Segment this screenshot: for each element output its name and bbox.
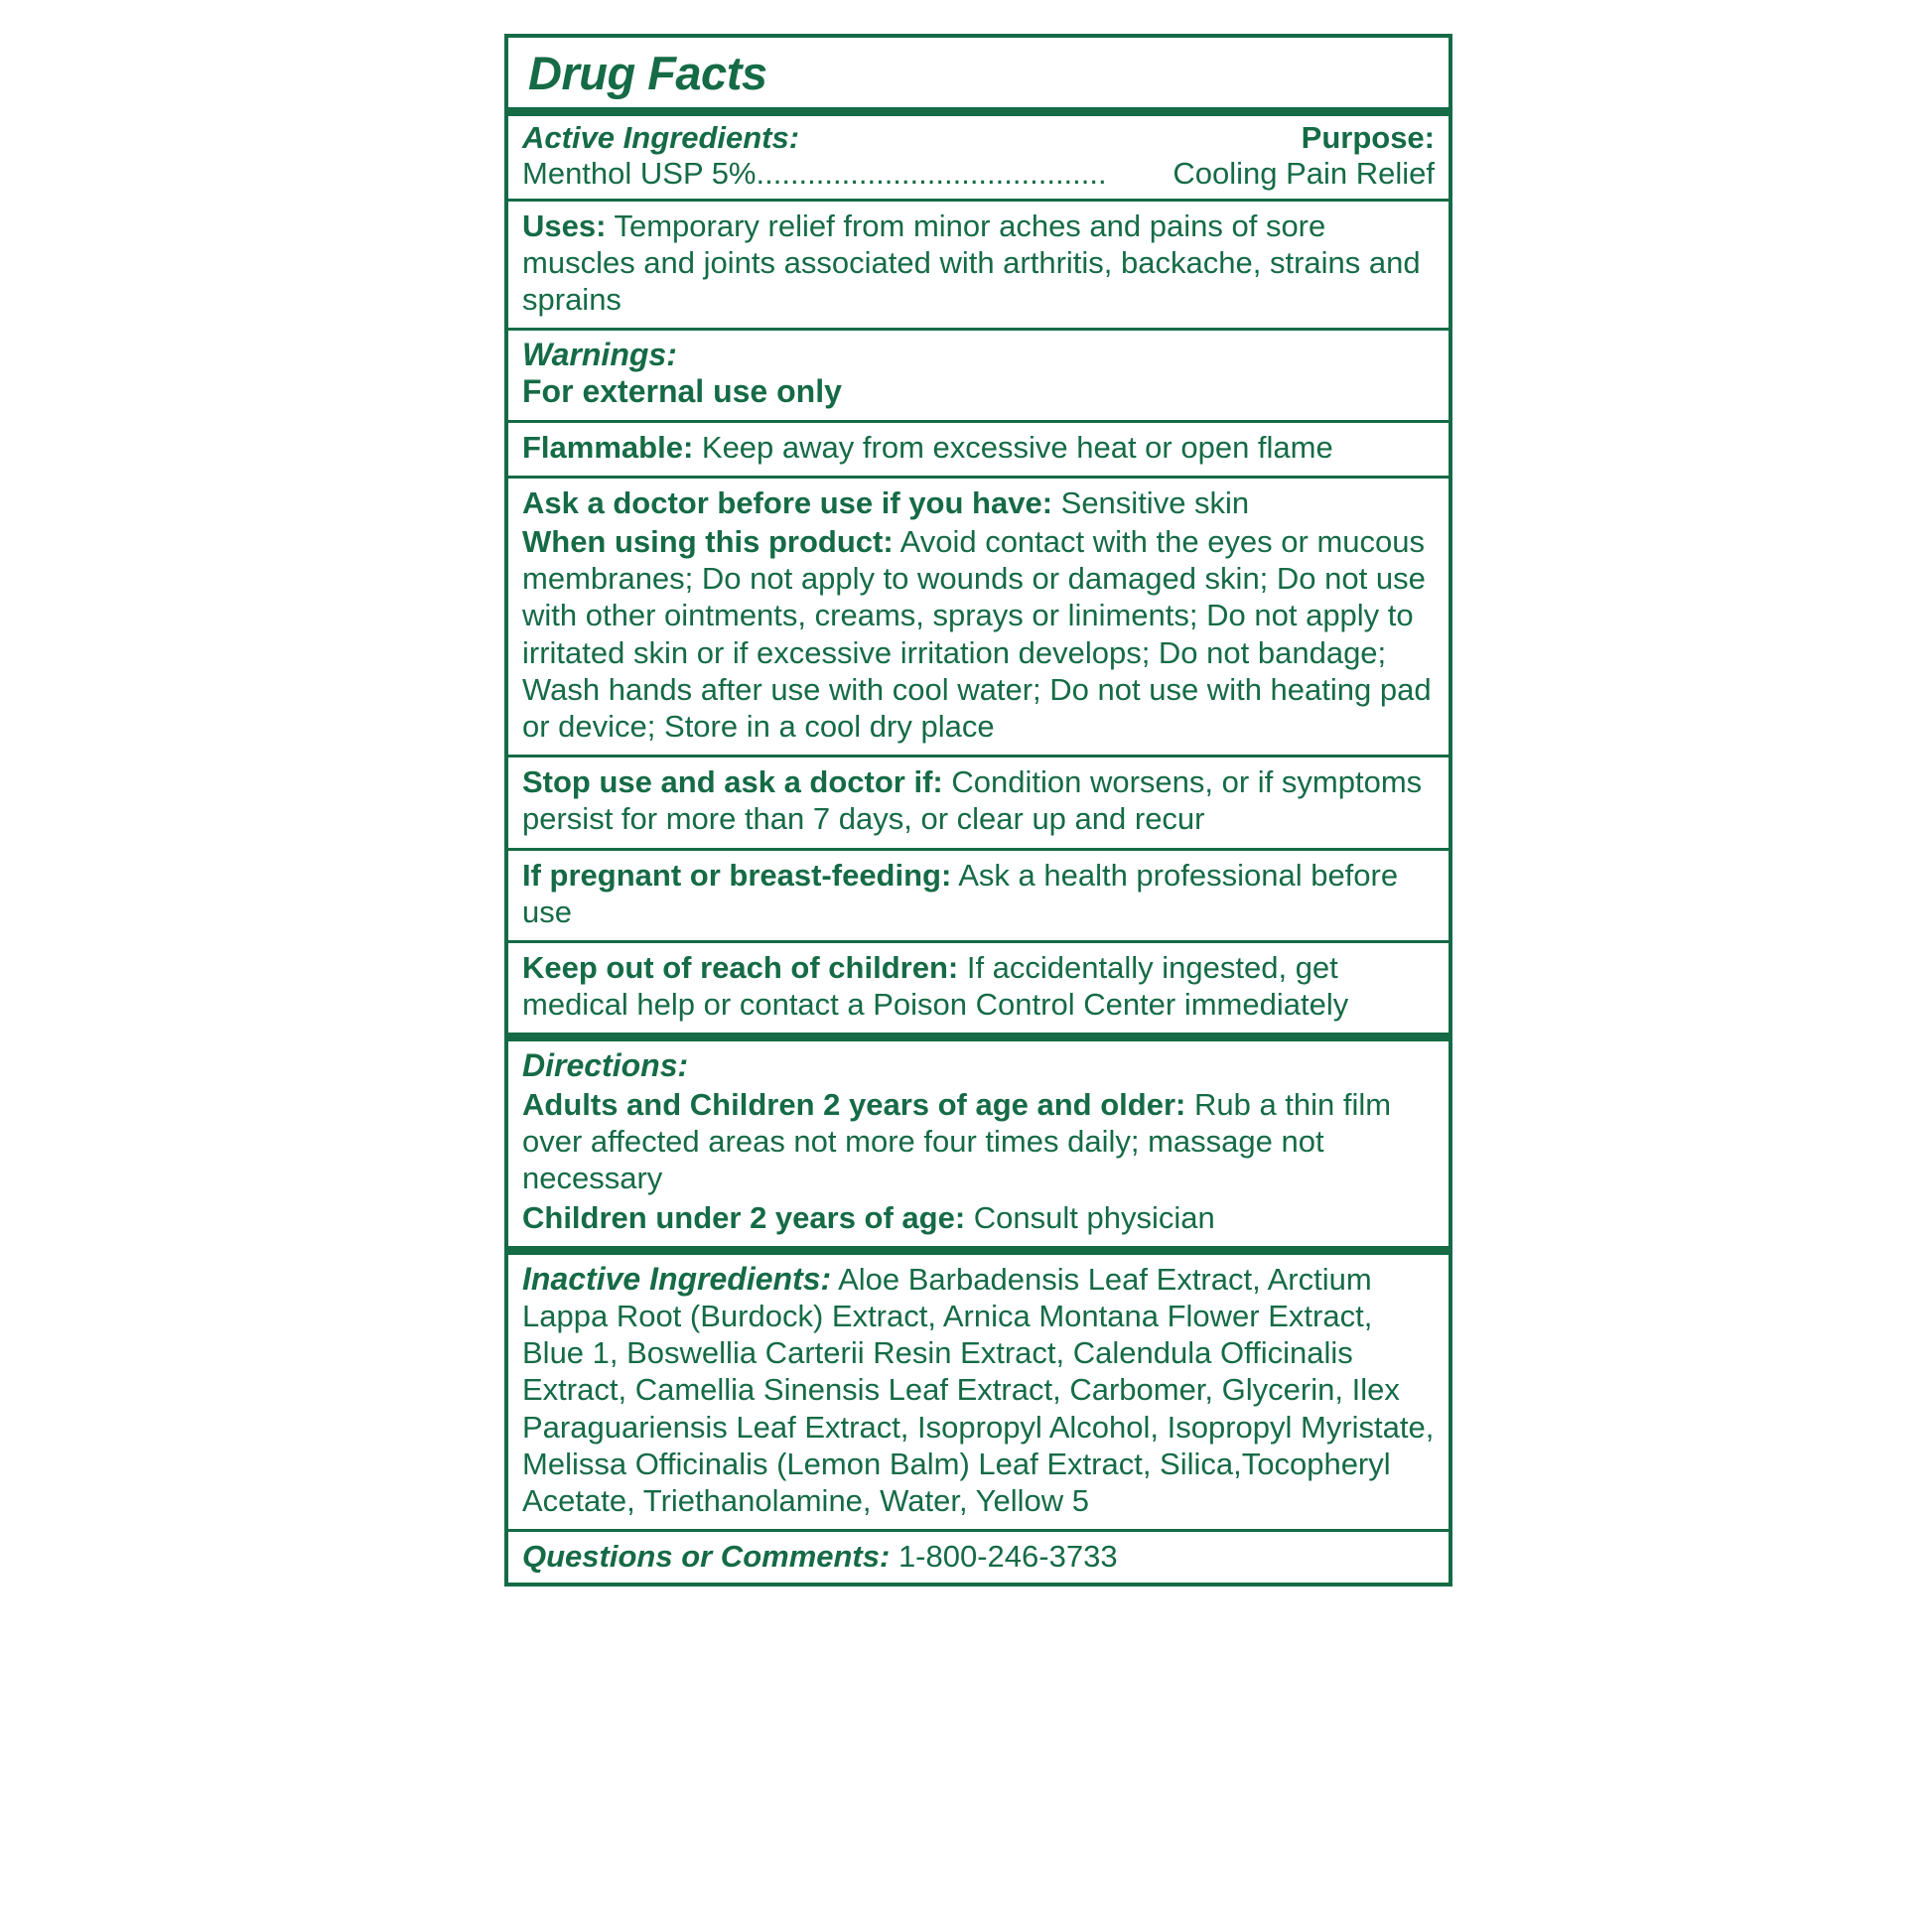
page-title: Drug Facts [508,38,1449,116]
when-using-text: Avoid contact with the eyes or mucous membranes; Do not apply to wounds or damaged skin; Do not use with other ointments, creams, sprays or liniments; Do not apply to irritated skin or if excessive irritation develops; Do not bandage; Wash hands after use with cool water; Do not use with heating pad or device; Store in a cool dry place [522,524,1432,744]
stop-use-section [508,758,1449,850]
inactive-ingredients-text: Aloe Barbadensis Leaf Extract, Arctium Lappa Root (Burdock) Extract, Arnica Montana Flower Extract, Blue 1, Boswellia Carterii Resin Extract, Calendula Officinalis Extract, Camellia Sinensis Leaf Extract, Carbomer, Glycerin, Ilex Paraguariensis Leaf Extract, Isopropyl Alcohol, Isopropyl Myristate, Melissa Officinalis (Lemon Balm) Leaf Extract, Silica,Tocopheryl Acetate, Triethanolamine, Water, Yellow 5 [522,1261,1435,1518]
warnings-header: Warnings: [522,337,677,373]
inactive-ingredients-section [508,1255,1449,1532]
flammable-header: Flammable: [522,429,694,465]
directions-children-line [522,1197,1435,1236]
keep-out-of-reach-text: If accidentally ingested, get medical help or contact a Poison Control Center immediately [522,949,1349,1023]
ask-doctor-header: Ask a doctor before use if you have: [522,484,1053,520]
flammable-section [508,423,1449,479]
active-ingredient-purpose: Cooling Pain Relief [1173,155,1435,191]
when-using-header: When using this product: [522,524,894,560]
directions-section [508,1041,1449,1255]
when-using-line [522,521,1435,745]
warnings-section [508,331,1449,423]
directions-adults-header: Adults and Children 2 years of age and older: [522,1087,1186,1123]
active-ingredients-header-row [508,116,1449,156]
ask-doctor-text: Sensitive skin [1052,484,1250,520]
external-use-only: For external use only [522,372,842,409]
questions-section [508,1532,1449,1583]
directions-adults-line [522,1084,1435,1197]
pregnancy-text: Ask a health professional before use [522,857,1399,929]
purpose-header: Purpose: [1301,119,1435,155]
pregnancy-header: If pregnant or breast-feeding: [522,857,952,893]
inactive-ingredients-header: Inactive Ingredients: [522,1260,832,1297]
active-ingredient-name: Menthol USP 5%......................................... [522,155,1107,191]
uses-section [508,202,1449,332]
flammable-text: Keep away from excessive heat or open flame [693,429,1333,465]
directions-header: Directions: [522,1047,689,1084]
active-ingredients-header: Active Ingredients: [522,119,800,155]
ask-doctor-section [508,479,1449,758]
active-ingredients-section [508,116,1449,202]
stop-use-header: Stop use and ask a doctor if: [522,764,943,800]
uses-text: Temporary relief from minor aches and pains of sore muscles and joints associated with arthritis, backache, strains and sprains [522,207,1421,317]
ask-doctor-line [522,484,1435,521]
directions-children-header: Children under 2 years of age: [522,1199,966,1235]
directions-adults-text: Rub a thin film over affected areas not more four times daily; massage not necessary [522,1087,1392,1196]
keep-out-of-reach-header: Keep out of reach of children: [522,949,959,985]
questions-phone: 1-800-246-3733 [890,1539,1118,1575]
keep-out-of-reach-section [508,943,1449,1041]
directions-children-text: Consult physician [965,1199,1215,1235]
active-ingredient-row [508,156,1449,202]
drug-facts-label [504,34,1452,1587]
pregnancy-section [508,851,1449,943]
stop-use-text: Condition worsens, or if symptoms persist for more than 7 days, or clear up and recur [522,764,1423,837]
uses-header: Uses: [522,207,607,243]
questions-header: Questions or Comments: [522,1539,891,1575]
